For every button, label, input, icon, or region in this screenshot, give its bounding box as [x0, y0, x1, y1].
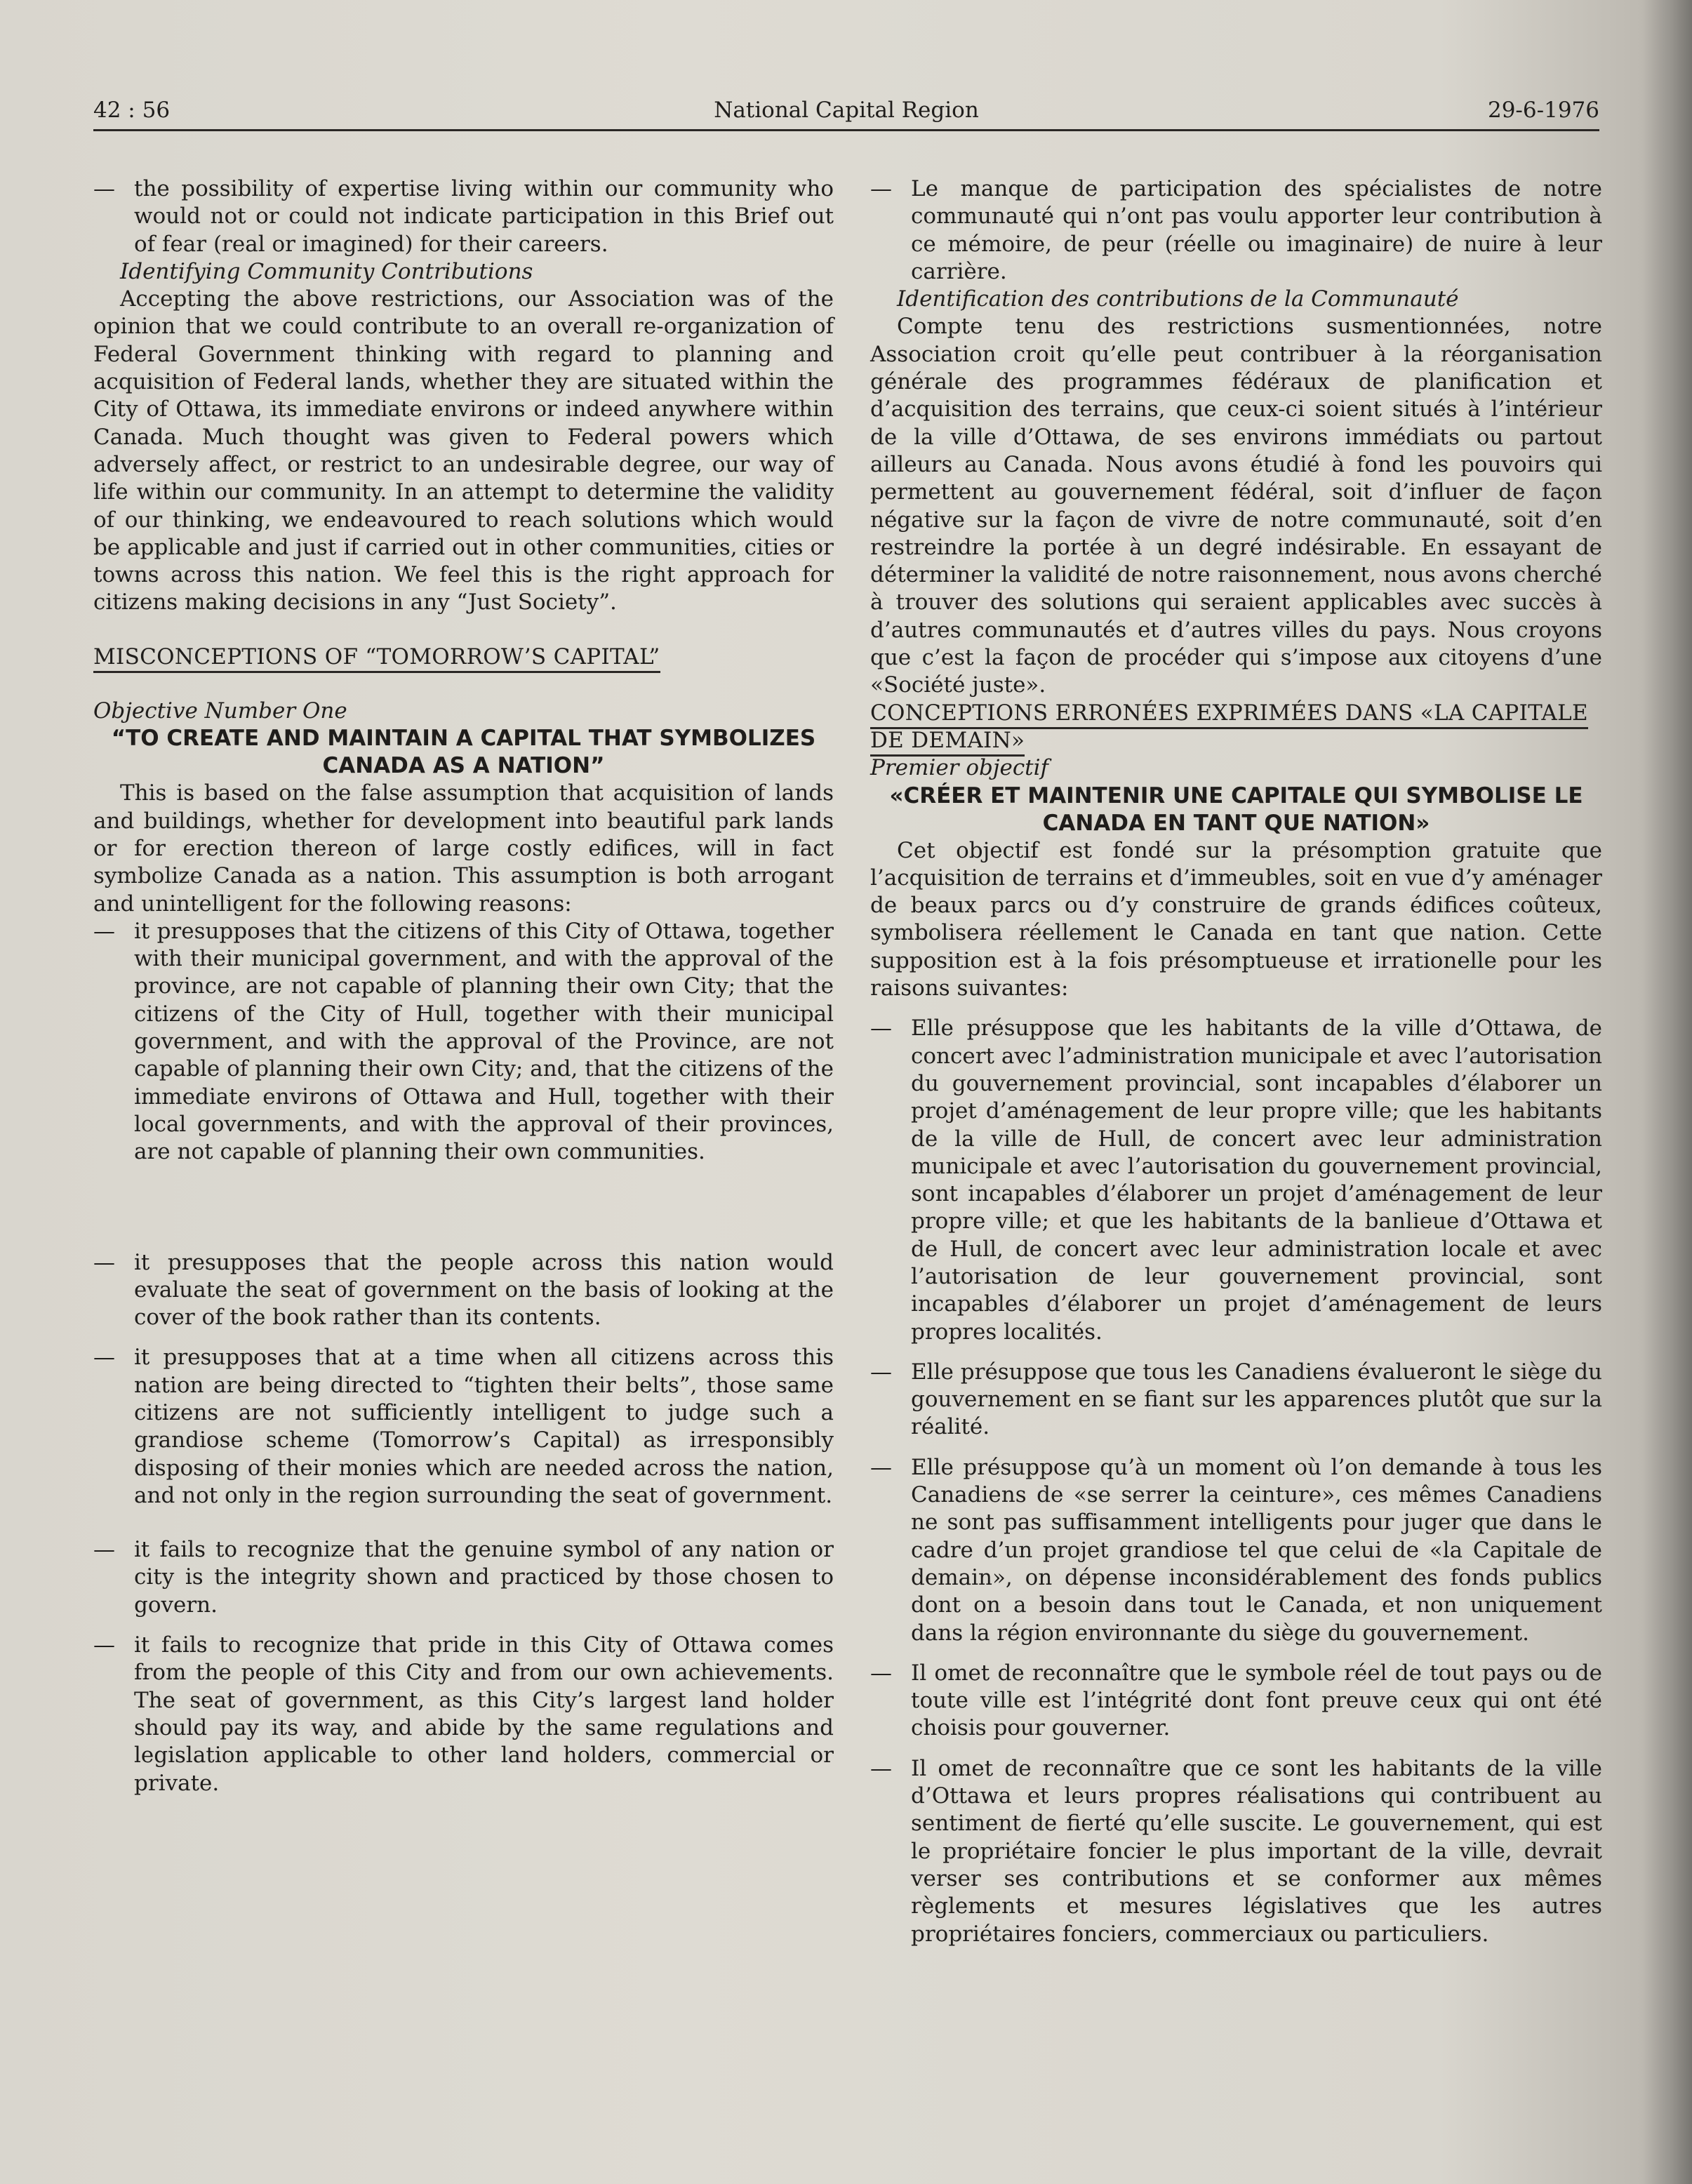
dash-marker: —	[870, 1016, 892, 1041]
list-item	[93, 1344, 834, 1510]
paragraph: Cet objectif est fondé sur la présomption gratuite que l’acquisition de terrains et d’immeubles, soit en vue d’y aménager de beaux parcs ou d’y construire de grands édifices coûteux, symbolisera réellement le Canada en tant que nation. Cette supposition est à la fois présomptueuse et irrationelle pour les raisons suivantes:	[870, 837, 1602, 1001]
bullet-text: Il omet de reconnaître que le symbole réel de tout pays ou de toute ville est l’intégrité dont font preuve ceux qui ont été choisis pour gouverner.	[911, 1660, 1602, 1741]
paragraph: Compte tenu des restrictions susmentionnées, notre Association croit qu’elle peut contribuer à la réorganisation générale des programmes fédéraux de planification et d’acquisition des terrains, que ceux-ci soient situés à l’intérieur de la ville d’Ottawa, de ses environs immédiats ou partout ailleurs au Canada. Nous avons étudié à fond les pouvoirs qui permettent au gouvernement fédéral, soit d’influer de façon négative sur la façon de vivre de notre communauté, soit d’en restreindre la portée à un degré indésirable. En essayant de déterminer la validité de notre raisonnement, nous avons cherché à trouver des solutions qui seraient applicables avec succès à d’autres communautés et d’autres villes du pays. Nous croyons que c’est la façon de procéder qui s’impose aux citoyens d’une «Société juste».	[870, 314, 1602, 698]
list-item	[93, 918, 834, 1166]
objective-label: Premier objectif	[870, 755, 1049, 781]
dash-marker: —	[93, 176, 115, 201]
dash-marker: —	[870, 1359, 892, 1385]
bullet-text: Il omet de reconnaître que ce sont les habitants de la ville d’Ottawa et leurs propres réalisations qui contribuent au sentiment de fierté qu’elle suscite. Le gouvernement, qui est le propriétaire foncier le plus important de la ville, devrait verser ses contributions et se conformer aux mêmes règlements et mesures législatives que les autres propriétaires fonciers, commerciaux ou particuliers.	[911, 1755, 1602, 1947]
list-item	[870, 1359, 1602, 1441]
dash-marker: —	[870, 1454, 892, 1480]
dash-marker: —	[93, 1537, 115, 1563]
section-heading-text: CONCEPTIONS ERRONÉES EXPRIMÉES DANS «LA CAPITALE DE DEMAIN»	[870, 700, 1588, 757]
bullet-text: Elle présuppose que tous les Canadiens évalueront le siège du gouvernement en se fiant sur les apparences plutôt que sur la réalité.	[911, 1359, 1602, 1440]
dash-marker: —	[870, 1755, 892, 1781]
paragraph: Accepting the above restrictions, our Association was of the opinion that we could contribute to an overall re-organization of Federal Government thinking with regard to planning and acquisition of Federal lands, whether they are situated within the City of Ottawa, its immediate environs or indeed anywhere within Canada. Much thought was given to Federal powers which adversely affect, or restrict to an undesirable degree, our way of life within our community. In an attempt to determine the validity of our thinking, we endeavoured to reach solutions which would be applicable and just if carried out in other communities, cities or towns across this nation. We feel this is the right approach for citizens making decisions in any “Just Society”.	[93, 286, 834, 615]
english-column	[93, 175, 834, 1797]
page-number: 42 : 56	[93, 98, 171, 123]
bullet-text: it presupposes that the people across this nation would evaluate the seat of government on the basis of looking at the cover of the book rather than its contents.	[134, 1249, 834, 1331]
objective-title: «CRÉER ET MAINTENIR UNE CAPITALE QUI SYMBOLISE LE CANADA EN TANT QUE NATION»	[889, 783, 1583, 836]
list-item	[93, 1536, 834, 1619]
bullet-text: it presupposes that at a time when all citizens across this nation are being directed to “tighten their belts”, those same citizens are not sufficiently intelligent to judge such a grandiose scheme (Tomorrow’s Capital) as irresponsibly disposing of their monies which are needed across the nation, and not only in the region surrounding the seat of government.	[134, 1345, 834, 1508]
bullet-text: Elle présuppose qu’à un moment où l’on demande à tous les Canadiens de «se serrer la ceinture», ces mêmes Canadiens ne sont pas suffisamment intelligents pour juger que dans le cadre d’un projet grandiose tel que celui de «la Capitale de demain», on dépense inconsidérablement des fonds publics dont on a besoin dans tout le Canada, et non uniquement dans la région environnante du siège du gouvernement.	[911, 1454, 1602, 1646]
section-heading	[870, 700, 1602, 755]
running-title: National Capital Region	[714, 98, 979, 123]
objective-label: Objective Number One	[93, 698, 347, 724]
bullet-text: it fails to recognize that the genuine symbol of any nation or city is the integrity shown and practiced by those chosen to govern.	[134, 1537, 834, 1618]
dash-marker: —	[93, 1632, 115, 1658]
list-item	[93, 1632, 834, 1797]
list-item	[93, 1249, 834, 1332]
paragraph: This is based on the false assumption that acquisition of lands and buildings, whether for development into beautiful park lands or for erection thereon of large costly edifices, will in fact symbolize Canada as a nation. This assumption is both arrogant and unintelligent for the following reasons:	[93, 780, 834, 917]
page-edge-shadow	[1643, 0, 1692, 2184]
running-header	[93, 93, 1599, 128]
list-item	[93, 175, 834, 258]
list-item	[870, 175, 1602, 286]
dash-marker: —	[870, 1660, 892, 1686]
section-heading-text: MISCONCEPTIONS OF “TOMORROW’S CAPITAL”	[93, 644, 660, 673]
list-item	[870, 1015, 1602, 1346]
dash-marker: —	[93, 1345, 115, 1371]
dash-marker: —	[870, 176, 892, 201]
subheading: Identification des contributions de la Communauté	[897, 286, 1459, 312]
objective-title: “TO CREATE AND MAINTAIN A CAPITAL THAT SYMBOLIZES CANADA AS A NATION”	[111, 726, 816, 779]
bullet-text: it presupposes that the citizens of this City of Ottawa, together with their municipal government, and with the approval of the province, are not capable of planning their own City; that the citizens of the City of Hull, together with their municipal government, and with the approval of the Province, are not capable of planning their own City; and, that the citizens of the immediate environs of Ottawa and Hull, together with their local governments, and with the approval of their provinces, are not capable of planning their own communities.	[134, 918, 834, 1165]
bullet-text: it fails to recognize that pride in this City of Ottawa comes from the people of this City and from our own achievements. The seat of government, as this City’s largest land holder should pay its way, and abide by the same regulations and legislation applicable to other land holders, commercial or private.	[134, 1632, 834, 1796]
header-rule	[93, 129, 1599, 131]
header-date: 29-6-1976	[1487, 98, 1599, 123]
bullet-text: Le manque de participation des spécialistes de notre communauté qui n’ont pas voulu apporter leur contribution à ce mémoire, de peur (réelle ou imaginaire) de nuire à leur carrière.	[911, 176, 1602, 284]
french-column	[870, 175, 1602, 1948]
subheading: Identifying Community Contributions	[120, 258, 533, 284]
dash-marker: —	[93, 918, 115, 944]
list-item	[870, 1755, 1602, 1948]
list-item	[870, 1660, 1602, 1743]
bullet-text: Elle présuppose que les habitants de la ville d’Ottawa, de concert avec l’administration municipale et avec l’autorisation du gouvernement provincial, sont incapables d’élaborer un projet d’aménagement de leur propre ville; que les habitants de la ville de Hull, de concert avec leur administration municipale et avec l’autorisation du gouvernement provincial, sont incapables d’élaborer un projet d’aménagement de leur propre ville; et que les habitants de la banlieue d’Ottawa et de Hull, de concert avec leur administration locale et avec l’autorisation de leur gouvernement provincial, sont incapables d’élaborer un projet d’aménagement de leurs propres localités.	[911, 1016, 1602, 1345]
list-item	[870, 1454, 1602, 1647]
dash-marker: —	[93, 1249, 115, 1275]
bullet-text: the possibility of expertise living within our community who would not or could not indicate participation in this Brief out of fear (real or imagined) for their careers.	[134, 176, 834, 257]
section-heading	[93, 644, 834, 671]
